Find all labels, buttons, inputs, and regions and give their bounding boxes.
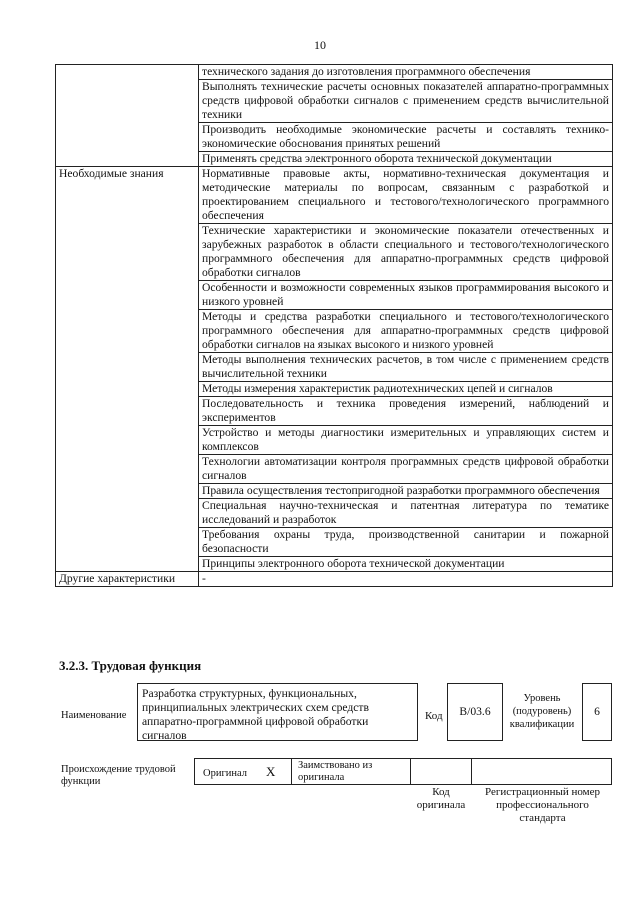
reg-caption: Регистрационный номер профессионального стандарта bbox=[484, 786, 601, 824]
code-value: В/03.6 bbox=[459, 705, 491, 718]
level-value: 6 bbox=[594, 705, 600, 718]
code-box bbox=[447, 683, 503, 741]
borrowed-label: Заимствовано из оригинала bbox=[298, 760, 373, 783]
origin-divider-3 bbox=[471, 758, 472, 785]
skill-item: Выполнять технические расчеты основных показателей аппаратно-программных средств цифровой обработки сигналов с применением средств вычислительной техники bbox=[199, 80, 613, 123]
original-label: Оригинал bbox=[203, 768, 247, 779]
level-box bbox=[582, 683, 612, 741]
knowledge-item: Требования охраны труда, производственной санитарии и пожарной безопасности bbox=[199, 528, 613, 557]
skill-item: Производить необходимые экономические расчеты и составлять технико-экономические обоснования принятых решений bbox=[199, 123, 613, 152]
function-name-label: Наименование bbox=[61, 710, 127, 721]
knowledge-item: Принципы электронного оборота технической документации bbox=[199, 557, 613, 572]
level-label: Уровень (подуровень) квалификации bbox=[509, 693, 575, 730]
knowledge-item: Методы выполнения технических расчетов, в том числе с применением средств вычислительной техники bbox=[199, 353, 613, 382]
origin-label: Происхождение трудовой функции bbox=[61, 764, 176, 787]
section-heading: 3.2.3. Трудовая функция bbox=[59, 658, 202, 673]
function-name-box bbox=[137, 683, 418, 741]
knowledge-item: Правила осуществления тестопригодной разработки программного обеспечения bbox=[199, 484, 613, 499]
origin-divider-2 bbox=[410, 758, 411, 785]
knowledge-item: Технические характеристики и экономические показатели отечественных и зарубежных разработок в области специального и тестового/технологического программного обеспечения для аппаратно-программных средств цифровой обработки сигналов bbox=[199, 224, 613, 281]
other-label: Другие характеристики bbox=[56, 572, 199, 587]
function-name-value: Разработка структурных, функциональных, принципиальных электрических схем средств аппаратно-программной цифровой обработки сигналов bbox=[142, 687, 369, 742]
table-row bbox=[56, 167, 613, 224]
knowledge-item: Последовательность и техника проведения измерений, наблюдений и экспериментов bbox=[199, 397, 613, 426]
code-caption: Код оригинала bbox=[416, 786, 466, 811]
knowledge-label: Необходимые знания bbox=[56, 167, 199, 572]
knowledge-item: Специальная научно-техническая и патентная литература по тематике исследований и разработок bbox=[199, 499, 613, 528]
knowledge-item: Нормативные правовые акты, нормативно-техническая документация и методические материалы по вопросам, связанным с разработкой и проектированием специального и тестового/технологического программного обеспечения bbox=[199, 167, 613, 224]
skill-item: технического задания до изготовления программного обеспечения bbox=[199, 65, 613, 80]
knowledge-item: Особенности и возможности современных языков программирования высокого и низкого уровней bbox=[199, 281, 613, 310]
page-number: 10 bbox=[314, 38, 326, 52]
prev-section-label-cell bbox=[56, 65, 199, 167]
knowledge-item: Технологии автоматизации контроля программных средств цифровой обработки сигналов bbox=[199, 455, 613, 484]
table-row bbox=[56, 572, 613, 587]
table-row bbox=[56, 65, 613, 80]
origin-divider-1 bbox=[291, 758, 292, 785]
code-label: Код bbox=[425, 710, 443, 722]
knowledge-item: Устройство и методы диагностики измерительных и управляющих систем и комплексов bbox=[199, 426, 613, 455]
knowledge-item: Методы измерения характеристик радиотехнических цепей и сигналов bbox=[199, 382, 613, 397]
other-value: - bbox=[199, 572, 613, 587]
requirements-table bbox=[55, 64, 613, 587]
skill-item: Применять средства электронного оборота технической документации bbox=[199, 152, 613, 167]
original-mark: X bbox=[266, 764, 276, 779]
knowledge-item: Методы и средства разработки специального и тестового/технологического программного обеспечения для аппаратно-программных средств цифровой обработки сигналов на языках высокого и низкого уровней bbox=[199, 310, 613, 353]
